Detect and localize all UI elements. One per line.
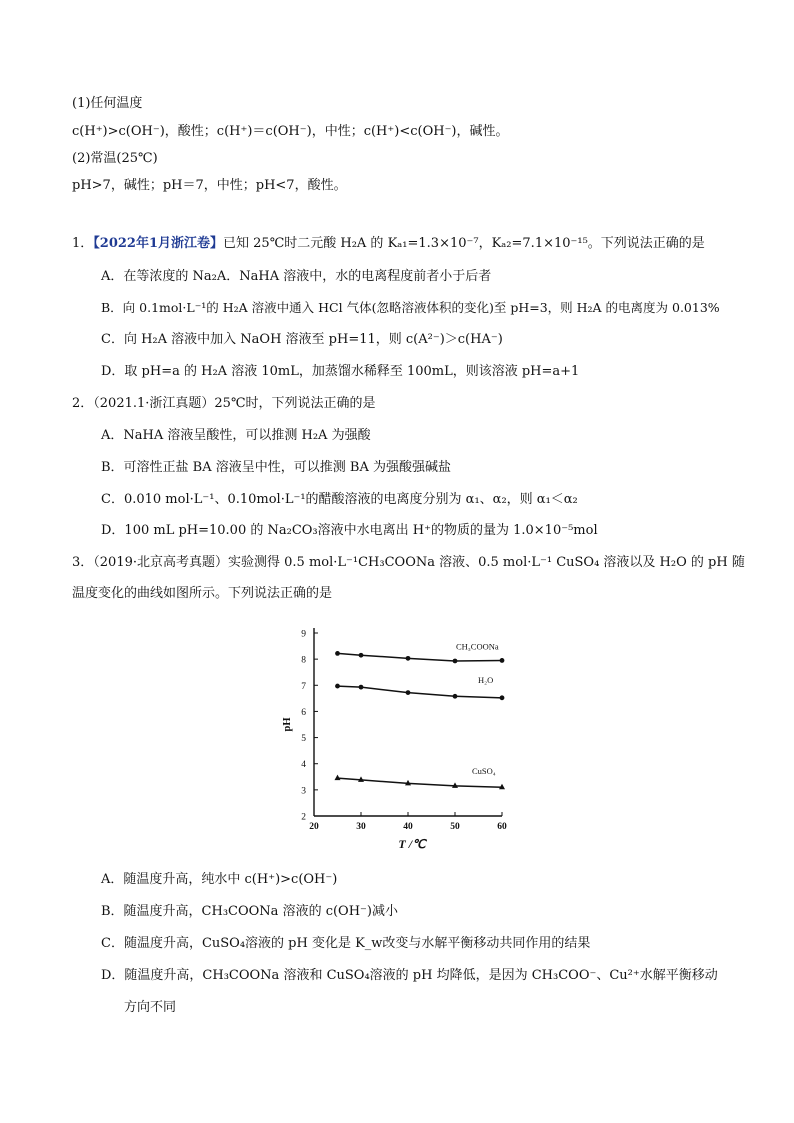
y-tick-label: 5	[301, 734, 306, 745]
question-number: 1．	[72, 236, 94, 251]
data-point	[359, 653, 364, 658]
option-b: B．随温度升高，CH₃COONa 溶液的 c(OH⁻)减小	[101, 904, 398, 919]
question-source: 【2022年1月浙江卷】	[93, 236, 224, 251]
option-b: B．可溶性正盐 BA 溶液呈中性，可以推测 BA 为强酸强碱盐	[101, 460, 451, 475]
question-source: （2021.1·浙江真题）	[93, 396, 215, 411]
data-point	[406, 690, 411, 695]
series-label: CuSO₄	[472, 766, 496, 777]
question-number: 3．	[72, 555, 94, 570]
option-c: C．0.010 mol·L⁻¹、0.10mol·L⁻¹的醋酸溶液的电离度分别为 α₁、α₂，则 α₁＜α₂	[101, 492, 578, 507]
x-axis-label: T /℃	[398, 837, 426, 851]
intro-heading-1: (1)任何温度	[72, 96, 143, 111]
x-tick-label: 40	[403, 822, 413, 832]
option-a: A．随温度升高，纯水中 c(H⁺)>c(OH⁻)	[101, 872, 338, 887]
option-d: D．100 mL pH=10.00 的 Na₂CO₃溶液中水电离出 H⁺的物质的量为 1.0×10⁻⁵mol	[101, 523, 598, 538]
question-text: 实验测得 0.5 mol·L⁻¹CH₃COONa 溶液、0.5 mol·L⁻¹ CuSO₄ 溶液以及 H₂O 的 pH 随	[228, 555, 745, 570]
x-tick-label: 20	[309, 822, 319, 832]
question-number: 2．	[72, 396, 94, 411]
series-label: CH₃COONa	[456, 641, 499, 652]
option-c: C．随温度升高，CuSO₄溶液的 pH 变化是 K_w改变与水解平衡移动共同作用的结果	[101, 936, 591, 951]
option-d: D．随温度升高，CH₃COONa 溶液和 CuSO₄溶液的 pH 均降低，是因为 CH₃COO⁻、Cu²⁺水解平衡移动	[101, 968, 718, 983]
option-b: B．向 0.1mol·L⁻¹的 H₂A 溶液中通入 HCl 气体(忽略溶液体积的变化)至 pH=3，则 H₂A 的电离度为 0.013%	[101, 300, 720, 315]
x-tick-label: 50	[450, 822, 460, 832]
y-tick-label: 4	[301, 760, 306, 771]
option-a: A．在等浓度的 Na₂A．NaHA 溶液中，水的电离程度前者小于后者	[101, 269, 492, 284]
option-a: A．NaHA 溶液呈酸性，可以推测 H₂A 为强酸	[101, 428, 371, 443]
question-text: 已知 25℃时二元酸 H₂A 的 Kₐ₁=1.3×10⁻⁷，Kₐ₂=7.1×10⁻¹⁵。下列说法正确的是	[223, 236, 705, 251]
intro-line-1: c(H⁺)>c(OH⁻)，酸性；c(H⁺)＝c(OH⁻)，中性；c(H⁺)<c(OH⁻)，碱性。	[72, 124, 509, 139]
question-2-stem	[72, 395, 376, 413]
option-d: D．取 pH=a 的 H₂A 溶液 10mL，加蒸馏水稀释至 100mL，则该溶液 pH=a+1	[101, 364, 580, 379]
data-point	[406, 656, 411, 661]
y-tick-label: 3	[301, 786, 306, 797]
y-tick-label: 2	[301, 812, 306, 823]
option-d-cont: 方向不同	[124, 1000, 177, 1015]
y-tick-label: 6	[301, 707, 306, 718]
y-axis-label: pH	[282, 717, 293, 732]
question-text: 25℃时，下列说法正确的是	[214, 396, 376, 411]
data-point	[500, 658, 505, 663]
chart-ticks	[301, 630, 507, 833]
data-point	[359, 685, 364, 690]
question-3-stem-cont: 温度变化的曲线如图所示。下列说法正确的是	[72, 586, 333, 601]
data-point	[335, 684, 340, 689]
question-1-stem	[72, 235, 705, 253]
y-tick-label: 9	[301, 629, 306, 640]
data-point	[335, 775, 341, 781]
ph-temperature-chart	[282, 618, 522, 856]
question-source: （2019·北京高考真题）	[93, 555, 228, 570]
series-label: H₂O	[478, 674, 494, 685]
y-tick-label: 8	[301, 655, 306, 666]
data-point	[453, 659, 458, 664]
x-tick-label: 60	[497, 822, 507, 832]
x-tick-label: 30	[356, 822, 366, 832]
intro-heading-2: (2)常温(25℃)	[72, 151, 158, 166]
question-3-stem	[72, 554, 745, 572]
y-tick-label: 7	[301, 681, 306, 692]
intro-line-2: pH>7，碱性；pH＝7，中性；pH<7，酸性。	[72, 178, 347, 193]
data-point	[453, 694, 458, 699]
data-point	[500, 695, 505, 700]
option-c: C．向 H₂A 溶液中加入 NaOH 溶液至 pH=11，则 c(A²⁻)＞c(HA⁻)	[101, 332, 503, 347]
data-point	[335, 651, 340, 656]
